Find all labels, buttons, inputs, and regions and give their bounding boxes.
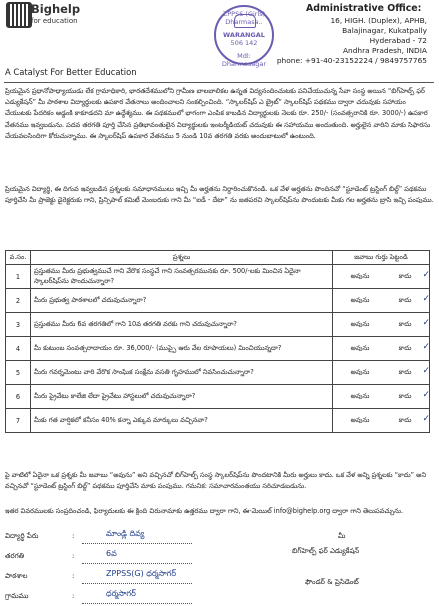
org-subtitle: for education (31, 17, 78, 25)
tick-mark-icon: ✓ (422, 389, 430, 400)
address-line: Hyderabad - 72 (369, 36, 427, 45)
class-underline (82, 563, 192, 564)
class-label: తరగతి (5, 552, 25, 560)
answer-no[interactable]: కాదు (398, 415, 412, 424)
stamp-middle-text: WARANGAL (223, 31, 265, 39)
column-header-answer: జవాబు గుర్తు పెట్టండి (333, 251, 430, 265)
row-number: 4 (6, 337, 31, 361)
student-name-value: మాండ్లి దివ్య (106, 529, 145, 538)
answer-yes[interactable]: అవును (350, 391, 370, 400)
org-name: Bighelp (31, 2, 81, 16)
question-text: మీకు గత వార్షికలో కనీసం 40% కన్నా ఎక్కువ మార్కులు వచ్చినవా? (31, 409, 333, 433)
answer-no[interactable]: కాదు (398, 367, 412, 376)
signoff-line-2: బిగ్‌హెల్ప్ ఫర్ ఎడ్యుకేషన్ (292, 547, 360, 555)
student-name-label: విద్యార్థి పేరు (5, 532, 39, 540)
bighelp-logo-icon (6, 2, 32, 28)
answer-yes[interactable]: అవును (350, 295, 370, 304)
tick-mark-icon: ✓ (422, 293, 430, 304)
column-header-number: వ.సం. (6, 251, 31, 265)
table-row (6, 313, 430, 337)
office-title: Administrative Office: (306, 3, 422, 14)
answer-cell[interactable] (333, 385, 430, 409)
answer-cell[interactable] (333, 313, 430, 337)
question-text: మీరు ప్రభుత్వ పాఠశాలలో చదువుచున్నారా? (31, 289, 333, 313)
question-text: మీరు ప్రైవేటు కాలేజి లేదా ప్రైవేటు హాస్టలులో చదువుచున్నారా? (31, 385, 333, 409)
student-name-underline (82, 543, 192, 544)
letter-paragraph-2: ప్రియమైన విద్యార్థి, ఈ దిగువ ఇవ్వబడిన ప్రశ్నలకు సమాధానములు ఇచ్చి మీ అర్హతను నిర్ధారించుకొనండి. ఒక వేళ అర్హతను పొందినచో “స్టూడెంట్ ట్రస్టింగ్ బిల్డ్” పథకము పూర్తిచేసి మీ ప్రాజెక్టు డైరెక్టరుకు గాని, ప్రిన్సిపాల్ కమిటీ మెంబరుకు గాని మీ “ఐడీ - దేటా” ను జతపరచి స్కాలర్‌షిప్‌ను పొందుటకు మీకు గల అర్హతను బ్రాసి ఇచ్చి పంపుము. (5, 185, 434, 205)
emblem-icon (234, 14, 256, 28)
answer-no[interactable]: కాదు (398, 391, 412, 400)
question-text: ప్రస్తుతము మీరు 6వ తరగతిలో గాని 10వ తరగతి వరకు గాని చదువుచున్నారా? (31, 313, 333, 337)
notes-paragraph: పై వాటిలో ఏదైనా ఒక ప్రశ్నకు మీ జవాబు “అవును” అని వచ్చినచో బిగ్‌హెల్ప్ సంస్థ స్కాలర్‌షిప్‌ను పొందటానికి మీరు అర్హులు కాదు. ఒక వేళ అన్ని ప్రశ్నలకు “కాదు” అని వచ్చినచో “స్టూడెంట్ ట్రస్టింగ్ బిల్డ్” పథకము పూర్తిచేసి మాకు పంపుము. గమనిక: సమాచారమంతయు సరిచూడబడును. (5, 471, 427, 491)
contact-paragraph: ఇతర వివరములకు సంప్రదించండి, ఫిర్యాదులకు ఈ క్రింది చిరునామాకు ఉత్తరము ద్వారా గాని, ఈ-మెయిల్ info@bighelp.org ద్వారా గాని తెలుపవచ్చును. (5, 507, 404, 515)
table-header-row (6, 251, 430, 265)
table-row (6, 385, 430, 409)
answer-yes[interactable]: అవును (350, 319, 370, 328)
table-row (6, 409, 430, 433)
village-label: గ్రామము (5, 592, 29, 600)
tick-mark-icon: ✓ (422, 365, 430, 376)
answer-no[interactable]: కాదు (398, 343, 412, 352)
tick-mark-icon: ✓ (422, 269, 430, 280)
address-line: Andhra Pradesh, INDIA (342, 46, 427, 55)
school-underline (82, 583, 192, 584)
question-text: మీ కుటుంబ సంవత్సరాదాయం రూ. 36,000/- (ముప్పై ఆరు వేల రూపాయలు) మించియున్నదా? (31, 337, 333, 361)
signoff-line-1: మీ (338, 532, 346, 540)
table-row (6, 361, 430, 385)
header-divider (4, 82, 434, 83)
table-row (6, 265, 430, 289)
tagline: A Catalyst For Better Education (5, 67, 137, 77)
answer-no[interactable]: కాదు (398, 271, 412, 280)
answer-cell[interactable] (333, 289, 430, 313)
answer-yes[interactable]: అవును (350, 271, 370, 280)
stamp-top-text: ZPPSS (Girls) Dharmasa.. (222, 10, 266, 26)
row-number: 3 (6, 313, 31, 337)
table-row (6, 289, 430, 313)
row-number: 2 (6, 289, 31, 313)
answer-yes[interactable]: అవును (350, 343, 370, 352)
village-underline (82, 603, 192, 604)
tick-mark-icon: ✓ (422, 341, 430, 352)
row-number: 6 (6, 385, 31, 409)
column-header-questions: ప్రశ్నలు (31, 251, 333, 265)
questions-table (5, 250, 430, 433)
address-line: 16, HIGH. (Duplex), APHB, (330, 16, 427, 25)
row-number: 7 (6, 409, 31, 433)
address-line: Balajinagar, Kukatpally (342, 26, 427, 35)
answer-cell[interactable] (333, 265, 430, 289)
answer-cell[interactable] (333, 361, 430, 385)
table-row (6, 337, 430, 361)
answer-no[interactable]: కాదు (398, 295, 412, 304)
tick-mark-icon: ✓ (422, 317, 430, 328)
phone-line: phone: +91-40-23152224 / 9849757765 (276, 56, 427, 65)
stamp-bottom-text: Mdl: Dharmasagar (221, 52, 267, 68)
founder-title: ఫౌండర్ & ప్రెసిడెంట్ (305, 578, 359, 586)
answer-cell[interactable] (333, 409, 430, 433)
school-label: పాఠశాల (5, 572, 28, 580)
class-value: 6వ (106, 549, 117, 558)
school-value: ZPPSS(G) ధర్మసాగర్ (106, 569, 177, 578)
letter-paragraph-1: ప్రియమైన ప్రధానోపాధ్యాయుడు లేక గ్రామాధికారి, భారతదేశములోని గ్రామీణ బాలబాలికల ఉన్నత విద్యనందించుటకు పనిచేయుచున్న సేవా సంస్థ అయిన “బిగ్‌హెల్ప్ ఫర్ ఎడ్యుకేషన్” మీ పాఠశాల విద్యార్థులకు ఉపకార వేతనాలు అందించాలని సంకల్పించింది. “స్కాలర్‌షిప్ ఎ బ్రైట్” స్కాలర్‌షిప్ పథకము ద్వారా చదువుకు సహాయం చేయుటకు పేదరికం అడ్డంకి కాకూడదని మా ఉద్దేశ్యము. ఈ పథకములో భాగంగా ఎంపిక కాబడిన విద్యార్థులకు నెలకు రూ. 250/- (సంవత్సరానికి రూ. 3000/-) ఉపకార వేతనము ఇవ్వబడును. పదవ తరగతి పూర్తి చేసిన ప్రతిభావంతులైన విద్యార్థులకు ఇంటర్మీడియట్ చదువుకు ఈ సహాయము అందుతుంది. అర్హులైన వారిని మాకు సిఫారసు చేయవలసిందిగా కోరుచున్నాము. ఈ స్కాలర్‌షిప్ ఉపకార వేతనము 5 నుండి 10వ తరగతి వరకు అందుబాటులో ఉంటుంది. (5, 87, 431, 140)
answer-yes[interactable]: అవును (350, 367, 370, 376)
question-text: ప్రస్తుతము మీరు ప్రభుత్వముచే గాని వేరొక సంస్థచే గాని సంవత్సరమునకు రూ. 500/-లకు మించిన ఏదైనా స్కాలర్‌షిప్‌ను పొందుచున్నారా? (31, 265, 333, 289)
answer-cell[interactable] (333, 337, 430, 361)
question-text: మీరు గవర్నమెంటు వారి వేరొక సాంఘిక సంక్షేమ వసతి గృహములో నివసించుచున్నారా? (31, 361, 333, 385)
row-number: 1 (6, 265, 31, 289)
answer-no[interactable]: కాదు (398, 319, 412, 328)
row-number: 5 (6, 361, 31, 385)
village-value: ధర్మసాగర్ (106, 589, 136, 598)
stamp-code: 506 142 (230, 39, 258, 47)
tick-mark-icon: ✓ (422, 413, 430, 424)
answer-yes[interactable]: అవును (350, 415, 370, 424)
